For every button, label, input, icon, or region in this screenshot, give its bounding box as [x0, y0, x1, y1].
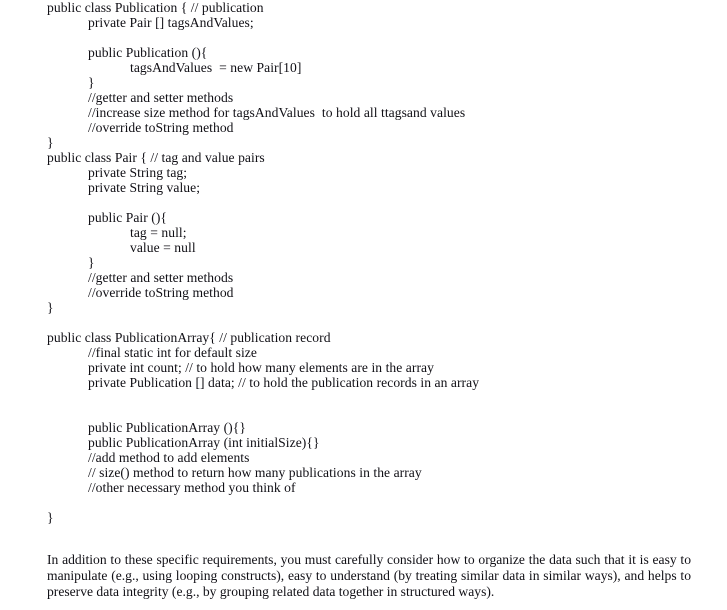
- code-line-blank: [0, 30, 727, 45]
- code-line: public class PublicationArray{ // publication record: [47, 330, 331, 345]
- code-line: }: [88, 255, 95, 270]
- code-line: //getter and setter methods: [88, 270, 234, 285]
- closing-paragraph: In addition to these specific requirements, you must carefully consider how to organize the data such that it is easy to manipulate (e.g., using looping constructs), easy to understand (by treating similar data in similar ways), and helps to preserve data integrity (e.g., by grouping related data together in structured ways).: [47, 551, 691, 599]
- code-line-blank: [0, 405, 727, 420]
- code-line-blank: [0, 390, 727, 405]
- code-line: //getter and setter methods: [88, 90, 234, 105]
- code-line: }: [47, 300, 54, 315]
- code-line: private String value;: [88, 180, 201, 195]
- code-line: //other necessary method you think of: [88, 480, 296, 495]
- code-line-blank: [0, 195, 727, 210]
- code-line: public PublicationArray (int initialSize){}: [88, 435, 320, 450]
- code-line: private int count; // to hold how many elements are in the array: [88, 360, 434, 375]
- code-line: public class Pair { // tag and value pairs: [47, 150, 265, 165]
- code-line: public PublicationArray (){}: [88, 420, 246, 435]
- code-line: value = null: [130, 240, 196, 255]
- code-line: private Publication [] data; // to hold the publication records in an array: [88, 375, 480, 390]
- code-line: //increase size method for tagsAndValues to hold all ttagsand values: [88, 105, 466, 120]
- code-line: //final static int for default size: [88, 345, 257, 360]
- code-line: }: [88, 75, 95, 90]
- code-line: private String tag;: [88, 165, 188, 180]
- code-line: //override toString method: [88, 120, 234, 135]
- code-line: //override toString method: [88, 285, 234, 300]
- code-line: }: [47, 135, 54, 150]
- code-line-blank: [0, 315, 727, 330]
- code-line: tag = null;: [130, 225, 187, 240]
- code-line: public Pair (){: [88, 210, 168, 225]
- code-line-blank: [0, 495, 727, 510]
- code-line: public Publication (){: [88, 45, 208, 60]
- code-line: }: [47, 510, 54, 525]
- code-line: public class Publication { // publication: [47, 0, 264, 15]
- code-line: private Pair [] tagsAndValues;: [88, 15, 254, 30]
- code-line: //add method to add elements: [88, 450, 250, 465]
- code-line: tagsAndValues = new Pair[10]: [130, 60, 302, 75]
- code-line: // size() method to return how many publications in the array: [88, 465, 422, 480]
